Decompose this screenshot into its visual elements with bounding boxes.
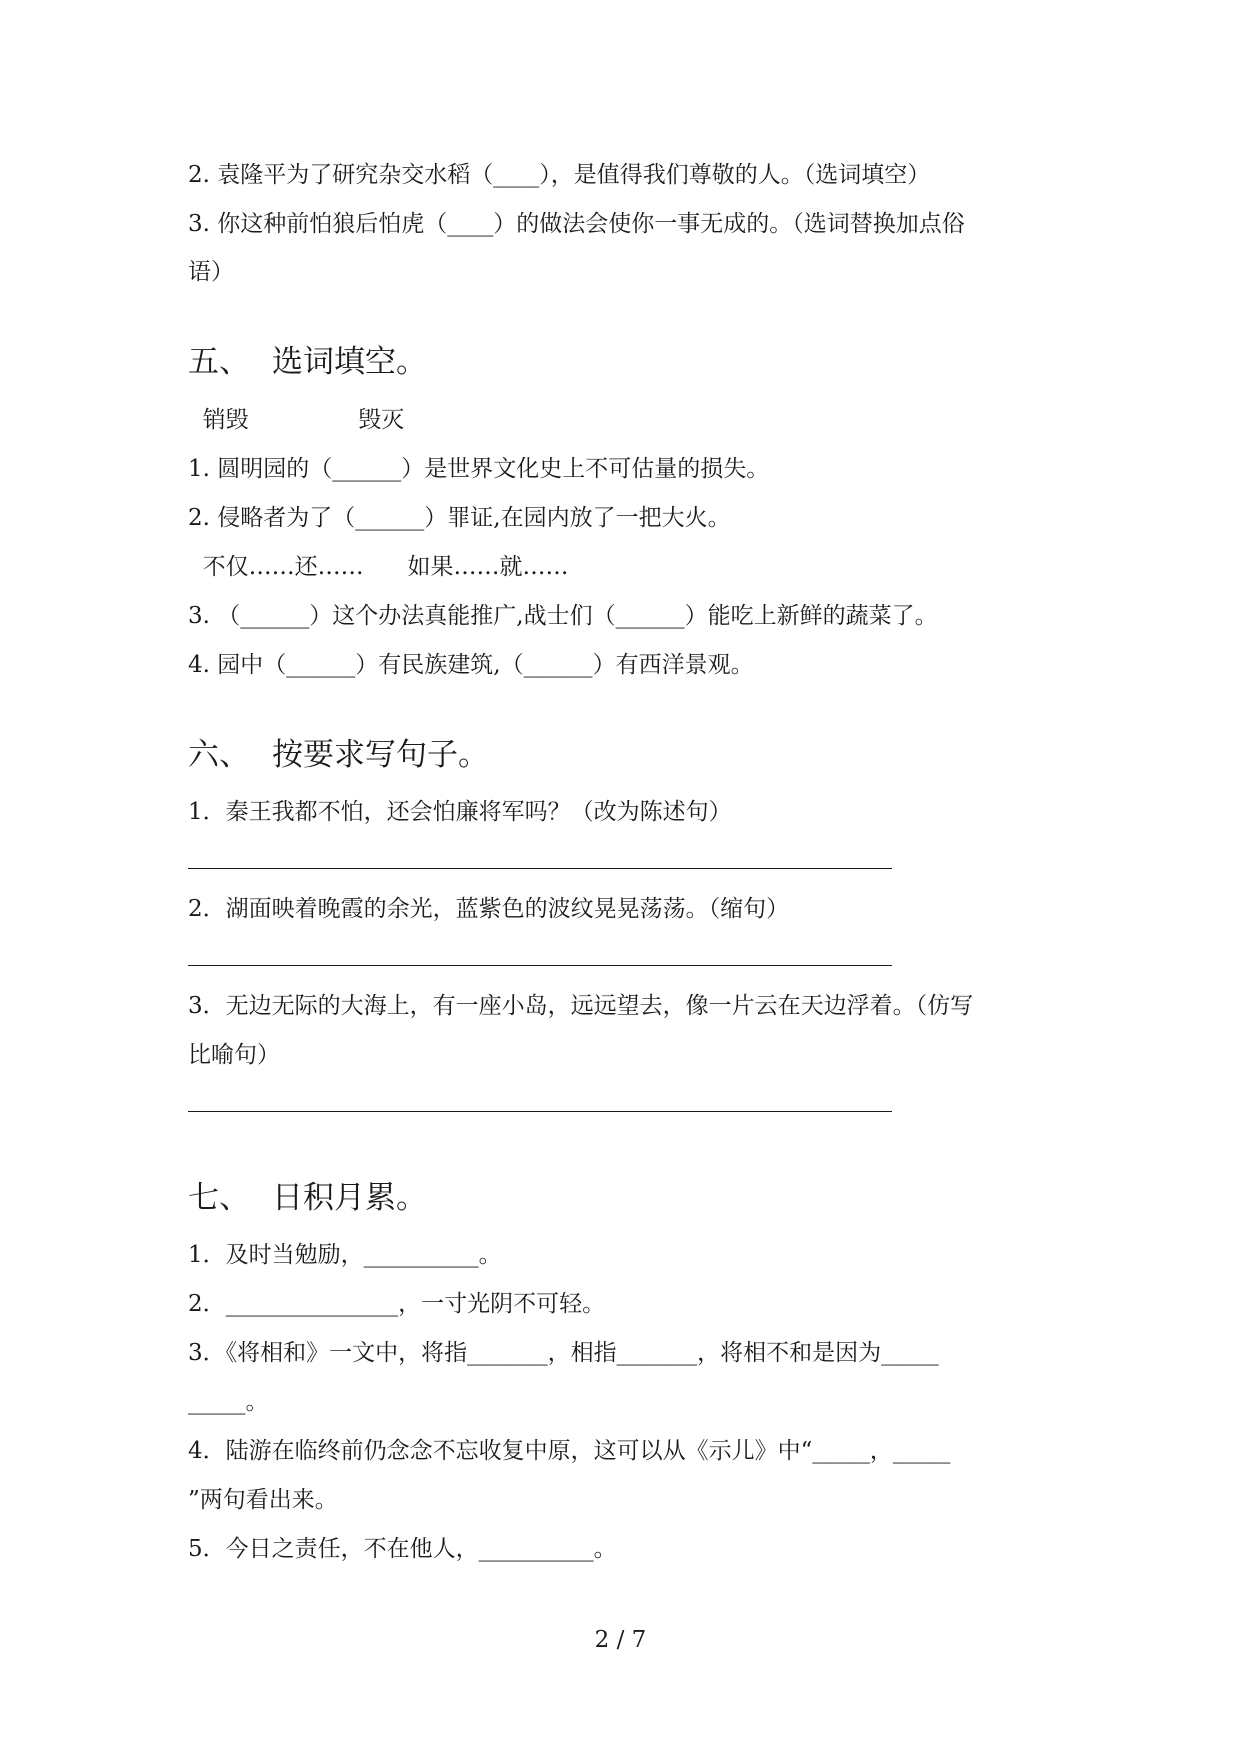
section-7-heading <box>188 1178 427 1218</box>
answer-line-6-3[interactable] <box>188 1111 892 1112</box>
section-6-title: 按要求写句子。 <box>272 737 489 773</box>
question-4-3-line1: 3. 你这种前怕狼后怕虎（____）的做法会使你一事无成的。（选词替换加点俗 <box>188 211 965 237</box>
question-6-3-line2: 比喻句） <box>188 1042 280 1068</box>
section-7-title: 日积月累。 <box>272 1180 427 1216</box>
answer-line-6-1[interactable] <box>188 868 892 869</box>
question-7-3-line2: _____。 <box>188 1389 269 1415</box>
section-5-title: 选词填空。 <box>272 344 427 380</box>
question-7-3-line1: 3．《将相和》一文中，将指_______，相指_______，将相不和是因为_____ <box>188 1340 939 1366</box>
question-7-5: 5．今日之责任，不在他人，__________。 <box>188 1536 617 1562</box>
question-4-3-line2: 语） <box>188 259 234 285</box>
question-5-3: 3. （______）这个办法真能推广,战士们（______）能吃上新鲜的蔬菜了。 <box>188 603 938 629</box>
question-6-3-line1: 3．无边无际的大海上，有一座小岛，远远望去，像一片云在天边浮着。（仿写 <box>188 993 974 1019</box>
section-5-number: 五、 <box>188 344 250 380</box>
question-7-2: 2．_______________，一寸光阴不可轻。 <box>188 1291 606 1317</box>
question-6-2: 2．湖面映着晚霞的余光，蓝紫色的波纹晃晃荡荡。（缩句） <box>188 896 790 922</box>
question-7-4-line2: ”两句看出来。 <box>188 1487 338 1513</box>
question-5-4: 4. 园中（______）有民族建筑,（______）有西洋景观。 <box>188 652 754 678</box>
section-7-number: 七、 <box>188 1180 250 1216</box>
question-5-1: 1. 圆明园的（______）是世界文化史上不可估量的损失。 <box>188 456 770 482</box>
section-6-number: 六、 <box>188 737 250 773</box>
page-number: 2 / 7 <box>594 1627 647 1653</box>
question-6-1: 1．秦王我都不怕，还会怕廉将军吗？（改为陈述句） <box>188 799 732 825</box>
word-choices-1: 销毁 毁灭 <box>188 407 405 433</box>
section-6-heading <box>188 735 489 775</box>
question-7-4-line1: 4．陆游在临终前仍念念不忘收复中原，这可以从《示儿》中“_____，_____ <box>188 1438 951 1464</box>
question-4-2: 2. 袁隆平为了研究杂交水稻（____），是值得我们尊敬的人。（选词填空） <box>188 162 931 188</box>
word-choices-2: 不仅……还…… 如果……就…… <box>188 554 569 580</box>
question-7-1: 1．及时当勉励，__________。 <box>188 1242 502 1268</box>
answer-line-6-2[interactable] <box>188 965 892 966</box>
question-5-2: 2. 侵略者为了（______）罪证,在园内放了一把大火。 <box>188 505 731 531</box>
section-5-heading <box>188 342 427 382</box>
